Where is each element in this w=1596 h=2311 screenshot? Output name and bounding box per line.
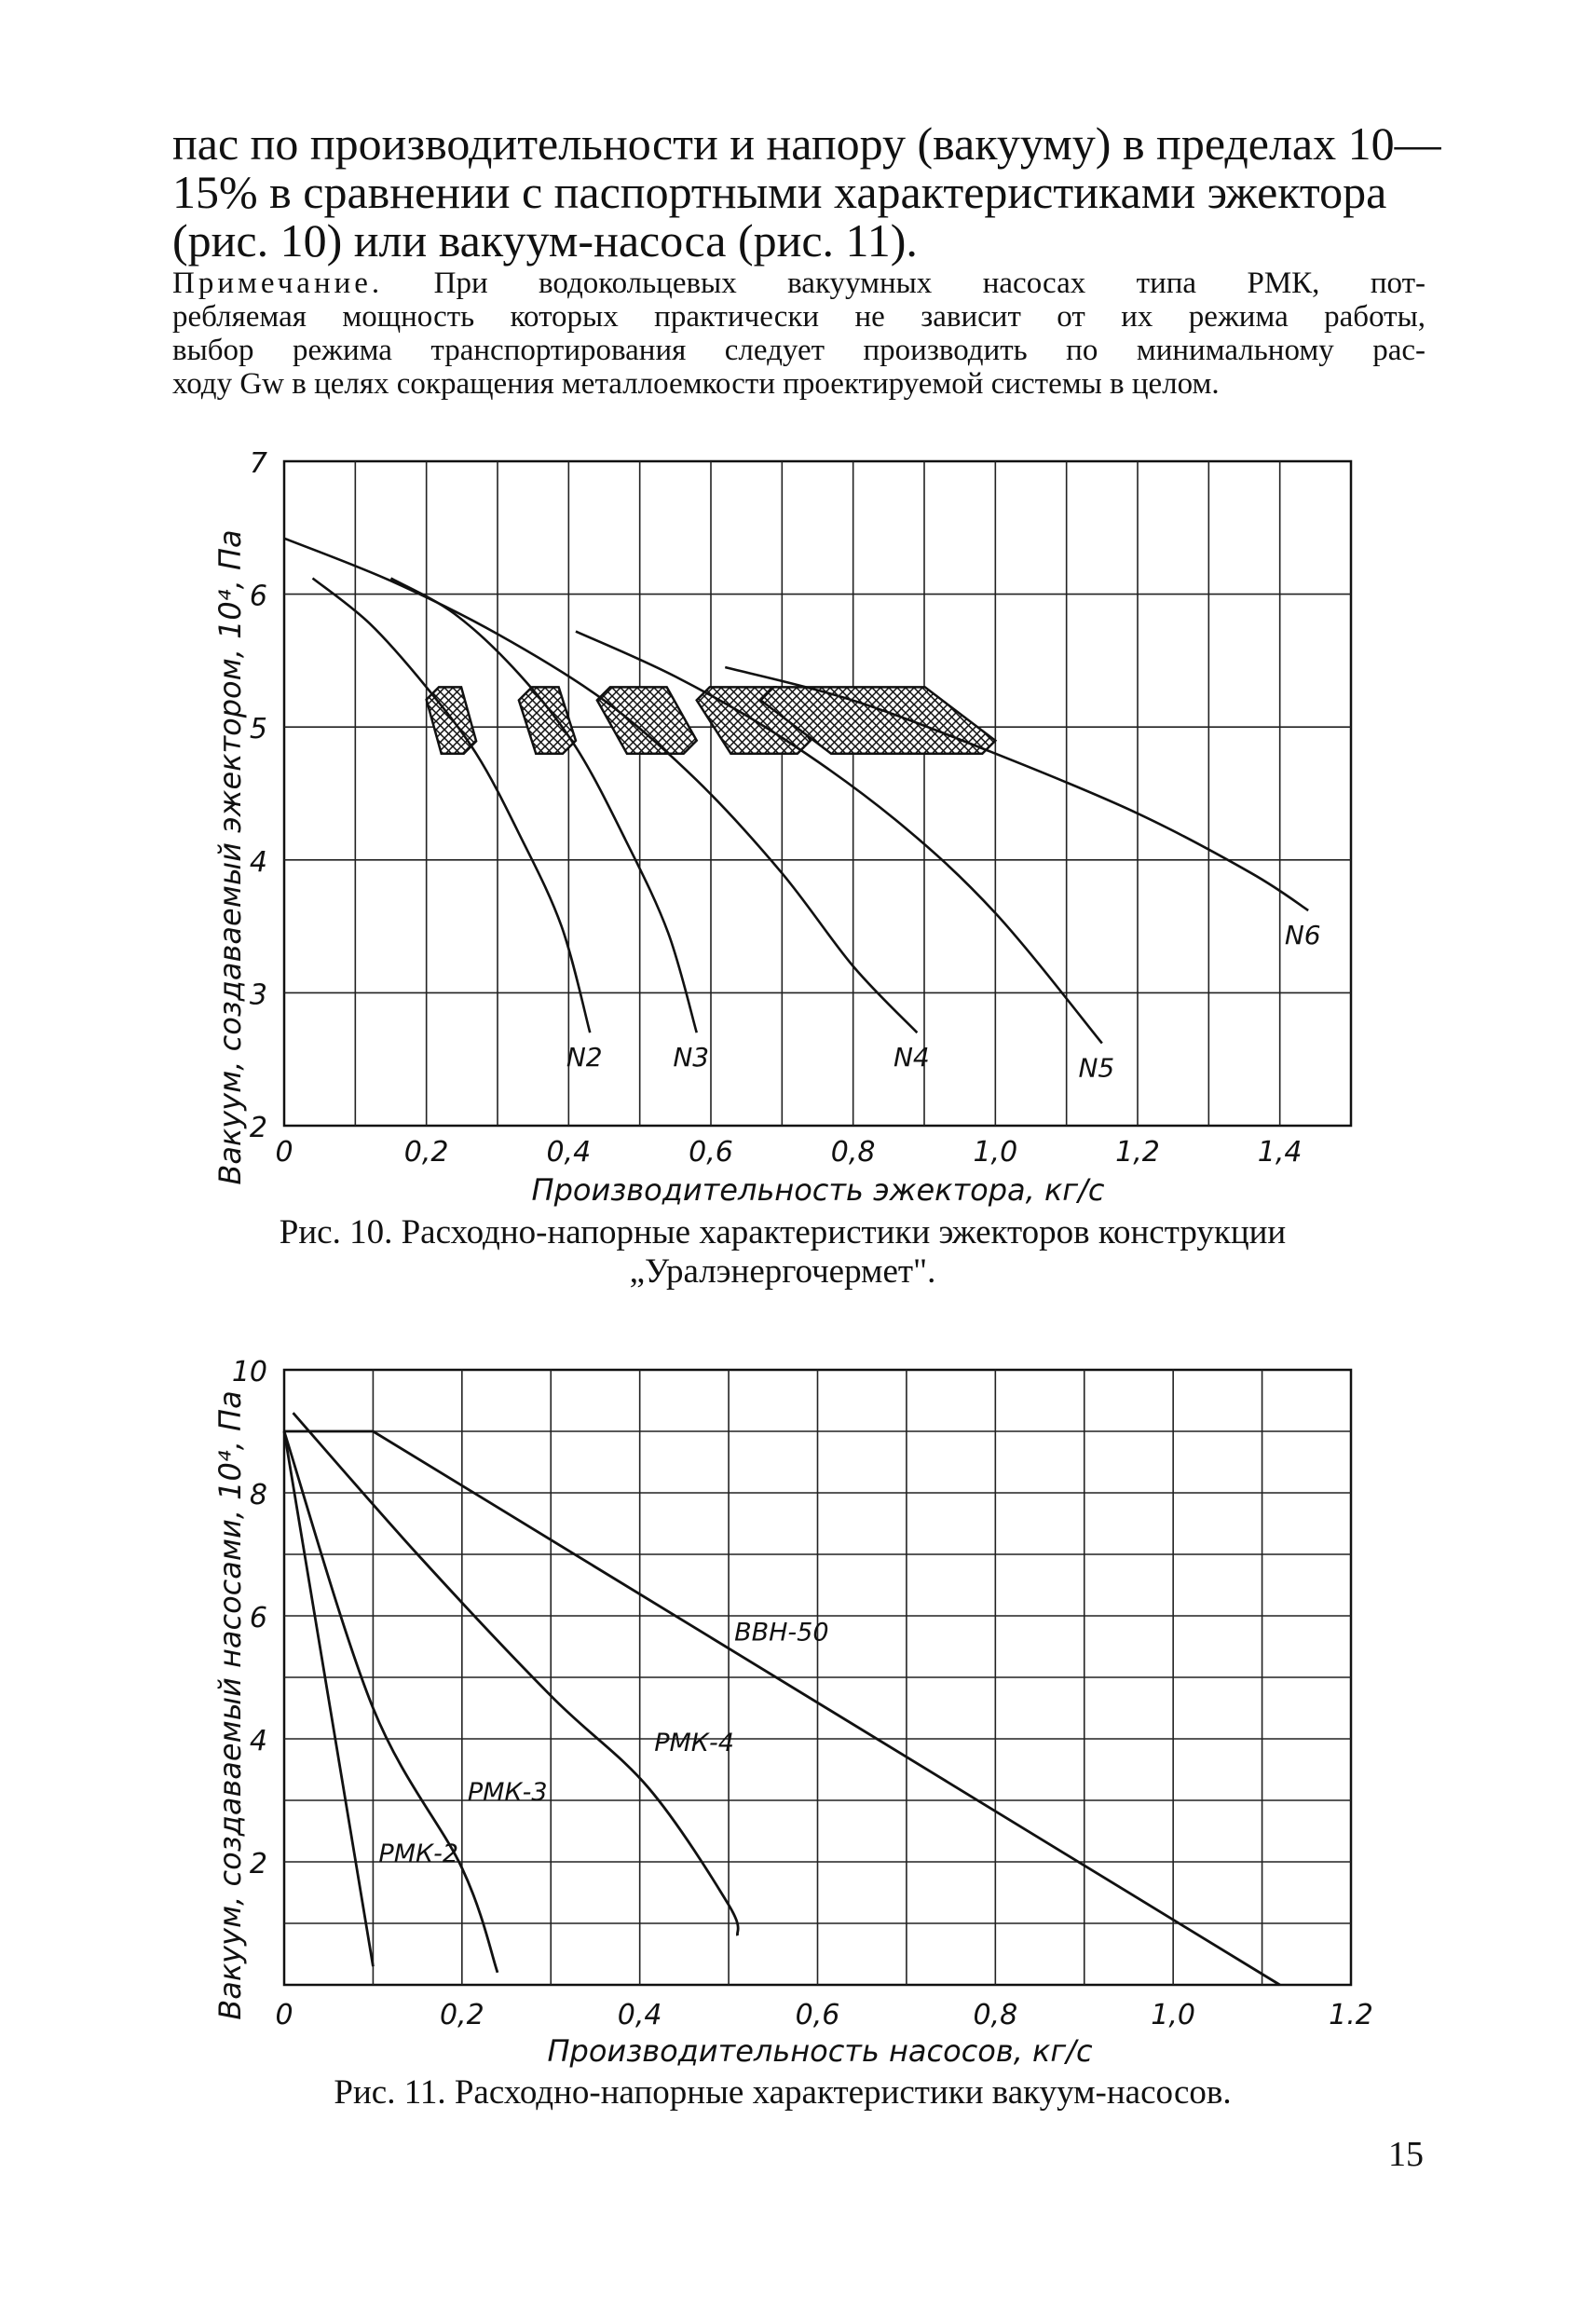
note-line bbox=[172, 267, 1425, 300]
fig11-series-label: РМК-4 bbox=[654, 1729, 734, 1758]
fig11-x-tick-label: 0,8 bbox=[973, 1999, 1018, 2031]
body-line: пас по производительности и напору (вакууму) в пределах 10— bbox=[172, 117, 1441, 170]
figure-11-caption: Рис. 11. Расходно-напорные характеристики вакуум-насосов. bbox=[334, 2073, 1232, 2112]
fig10-hatched-region bbox=[597, 687, 697, 753]
fig11-x-tick-label: 1.2 bbox=[1329, 1999, 1373, 2031]
fig10-series-label: N6 bbox=[1284, 919, 1321, 950]
fig11-x-tick-label: 0,2 bbox=[439, 1999, 484, 2031]
fig11-series-label: РМК-2 bbox=[378, 1839, 459, 1868]
fig10-series-label: N4 bbox=[893, 1042, 930, 1073]
fig10-series-label: N2 bbox=[566, 1042, 603, 1073]
note-line: выбор режима транспортирования следует производить по минимальному рас- bbox=[172, 334, 1425, 367]
fig10-y-tick-label: 4 bbox=[249, 845, 267, 879]
fig10-x-tick-label: 1,2 bbox=[1115, 1136, 1160, 1169]
body-paragraph bbox=[172, 117, 1441, 267]
fig10-hatched-region bbox=[519, 687, 576, 753]
figure-11-chart bbox=[0, 1342, 1596, 2078]
fig11-x-axis-label: Производительность насосов, кг/с bbox=[547, 2033, 1093, 2069]
fig10-tick-labels bbox=[250, 447, 1303, 1169]
page-number: 15 bbox=[1388, 2135, 1424, 2174]
fig11-series-line bbox=[284, 1431, 498, 1973]
fig10-series-line bbox=[284, 539, 917, 1032]
body-line: (рис. 10) или вакуум-насоса (рис. 11). bbox=[172, 214, 918, 267]
note-heading: Примечание. bbox=[172, 267, 384, 300]
fig10-x-tick-label: 0,4 bbox=[546, 1136, 592, 1169]
fig10-x-axis-label: Производительность эжектора, кг/с bbox=[531, 1172, 1105, 1208]
fig11-y-tick-label: 10 bbox=[231, 1356, 267, 1388]
note-line: ходу Gw в целях сокращения металлоемкости проектируемой системы в целом. bbox=[172, 367, 1220, 401]
note-paragraph bbox=[172, 267, 1425, 401]
figure-10-caption-line: „Уралэнергочермет". bbox=[629, 1252, 936, 1291]
fig10-y-tick-label: 7 bbox=[249, 447, 267, 480]
fig10-series-line bbox=[391, 578, 697, 1032]
fig11-series-line bbox=[284, 1431, 373, 1966]
body-line: 15% в сравнении с паспортными характеристиками эжектора bbox=[172, 166, 1387, 218]
fig11-y-tick-label: 6 bbox=[249, 1602, 267, 1634]
fig11-y-axis-label: Вакуум, создаваемый насосами, 10⁴, Па bbox=[212, 1390, 248, 2020]
figure-10-caption-line: Рис. 10. Расходно-напорные характеристики эжекторов конструкции bbox=[279, 1213, 1287, 1251]
fig10-x-tick-label: 0,2 bbox=[403, 1136, 449, 1169]
fig11-y-tick-label: 8 bbox=[249, 1479, 267, 1511]
fig10-y-axis-label: Вакуум, создаваемый эжектором, 10⁴, Па bbox=[212, 529, 248, 1185]
fig11-series-line bbox=[284, 1431, 1280, 1985]
note-line-text: При водокольцевых вакуумных насосах типа РМК, пот- bbox=[383, 267, 1425, 300]
fig10-y-tick-label: 5 bbox=[249, 713, 267, 746]
fig11-x-tick-label: 0,6 bbox=[795, 1999, 840, 2031]
fig10-x-tick-label: 1,0 bbox=[973, 1136, 1018, 1169]
fig10-series-line bbox=[313, 578, 591, 1032]
fig10-x-tick-label: 0 bbox=[275, 1136, 293, 1169]
fig10-y-tick-label: 3 bbox=[249, 978, 267, 1012]
fig10-x-tick-label: 1,4 bbox=[1257, 1136, 1303, 1169]
fig11-x-tick-label: 1,0 bbox=[1151, 1999, 1196, 2031]
fig10-grid bbox=[284, 461, 1351, 1126]
fig10-series-label: N3 bbox=[673, 1042, 710, 1073]
fig10-y-tick-label: 2 bbox=[249, 1112, 267, 1144]
fig11-grid bbox=[284, 1370, 1351, 1985]
figure-10-caption bbox=[130, 1213, 1435, 1292]
fig11-series-label: ВВН-50 bbox=[734, 1618, 829, 1648]
fig10-series-label: N5 bbox=[1078, 1052, 1115, 1084]
fig11-y-tick-label: 4 bbox=[249, 1725, 267, 1757]
fig10-x-tick-label: 0,6 bbox=[689, 1136, 733, 1169]
fig11-series-label: РМК-3 bbox=[467, 1778, 548, 1807]
fig10-series-labels bbox=[566, 920, 1321, 1084]
fig10-plot-frame bbox=[284, 461, 1351, 1126]
fig10-y-tick-label: 6 bbox=[249, 580, 267, 613]
fig10-x-tick-label: 0,8 bbox=[830, 1136, 876, 1169]
fig11-x-tick-label: 0 bbox=[275, 1999, 293, 2031]
fig11-x-tick-label: 0,4 bbox=[617, 1999, 662, 2031]
fig10-curves bbox=[284, 539, 1308, 1044]
note-line: ребляемая мощность которых практически не зависит от их режима работы, bbox=[172, 300, 1425, 334]
fig11-y-tick-label: 2 bbox=[249, 1848, 267, 1880]
figure-10-chart bbox=[0, 429, 1596, 1249]
fig11-curves bbox=[284, 1413, 1280, 1985]
